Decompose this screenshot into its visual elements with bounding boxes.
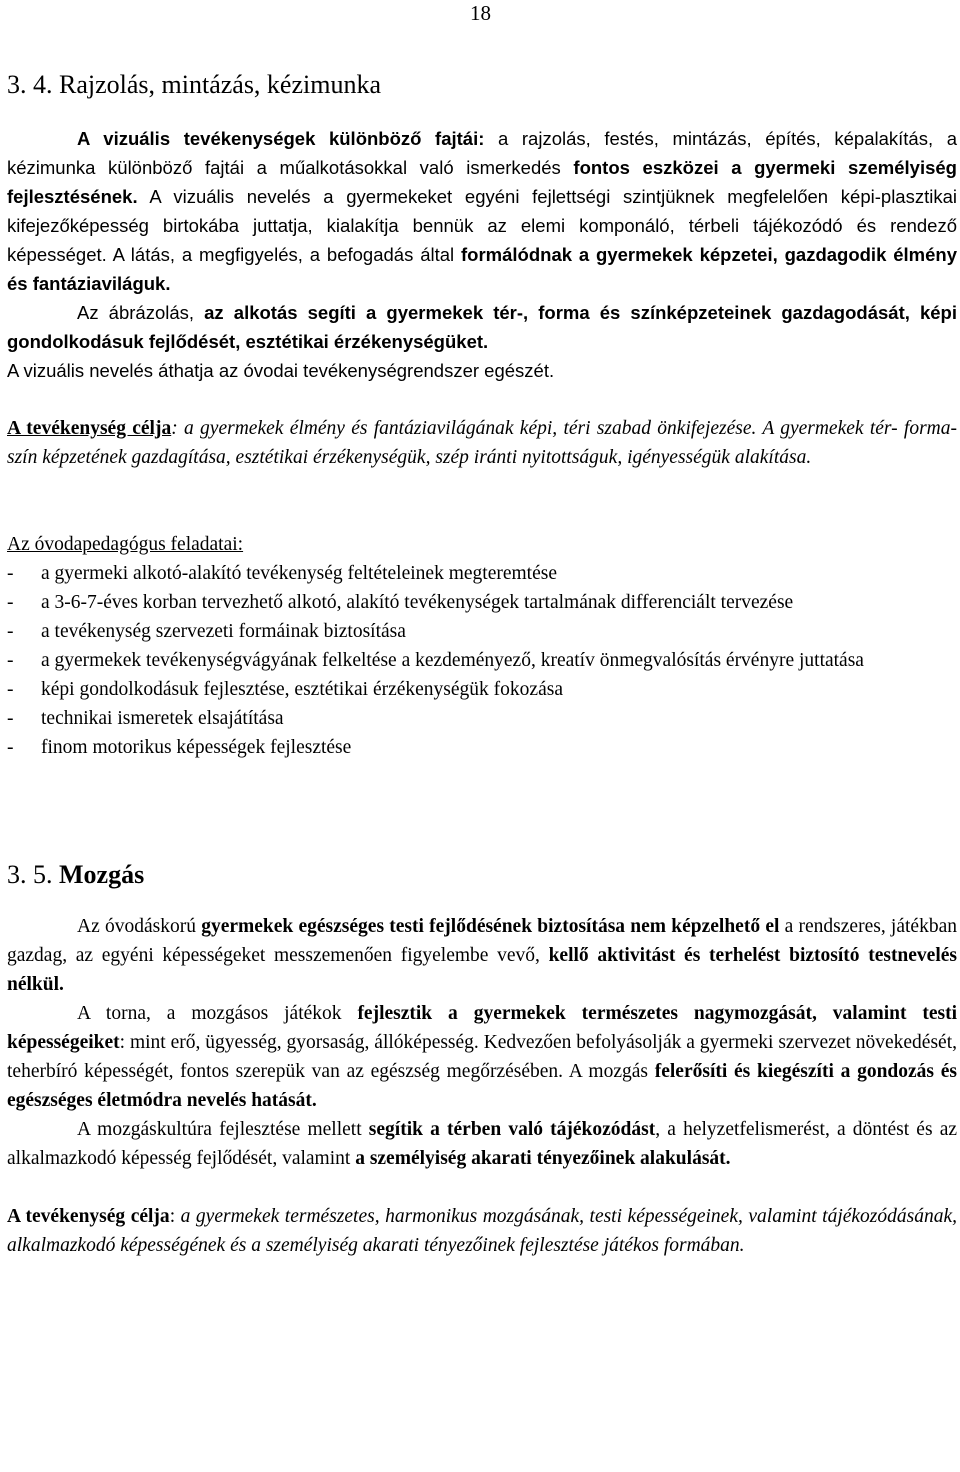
list-item-text: technikai ismeretek elsajátítása [41,708,284,729]
text-run: az alkotás segíti a gyermekek tér-, forma és színképzeteinek gazdagodását, képi gondolkodásuk fejlődését, esztétikai érzékenységüket. [7,302,957,352]
goal-text: a gyermekek természetes, harmonikus mozgásának, testi képességeinek, valamint tájékozódásának, alkalmazkodó képességének és a személyiség akarati tényezőinek fejlesztése játékos formában. [7,1206,958,1256]
list-item [7,675,957,704]
section-heading-3-4 [7,68,957,102]
text-run: Az ábrázolás, [77,302,205,323]
section-number: 3. 4. [7,70,53,99]
text-run: a rendszeres, játékban gazdag, az egyéni képességeket messzemenően figyelembe vevő, [7,916,957,966]
text-run: gyermekek egészséges testi fejlődésének biztosítása nem képzelhető el [201,916,780,937]
tasks-heading: Az óvodapedagógus feladatai: [7,534,244,555]
section-number: 3. 5. [7,860,53,889]
movement-goal-paragraph: A tevékenység célja: a gyermekek természetes, harmonikus mozgásának, testi képességeinek, valamint tájékozódásának, alkalmazkodó képességének és a személyiség akarati tényezőinek fejlesztése játékos formában. [7,1206,958,1256]
list-item [7,646,957,675]
text-run: a személyiség akarati tényezőinek alakulását. [355,1148,731,1169]
text-run: fejlesztik a gyermekek természetes nagymozgását, valamint testi képességeiket [7,1003,957,1053]
text-run: formálódnak a gyermekek képzetei, gazdagodik élmény és fantáziaviláguk. [7,244,957,294]
goal-label: A tevékenység célja [7,1206,170,1227]
visual-education-paragraph: A vizuális nevelés áthatja az óvodai tevékenységrendszer egészét. [7,360,555,381]
section-title: Rajzolás, mintázás, kézimunka [59,70,382,99]
list-item-text: finom motorikus képességek fejlesztése [41,737,352,758]
movement-paragraph-1 [7,912,957,999]
movement-paragraph-3 [7,1115,957,1173]
goal-label: A tevékenység célja [7,418,172,439]
text-run: A mozgáskultúra fejlesztése mellett [77,1119,369,1140]
tasks-list [7,559,957,762]
text-run: A vizuális nevelés a gyermekeket egyéni fejlettségi szintjüknek megfelelően képi-plasztikai kifejezőképesség birtokába juttatja, kialakítja bennük az elemi komponáló, térbeli tájékozódó és rendező képességet. A látás, a megfigyelés, a befogadás által [7,186,957,265]
page-number: 18 [470,1,491,25]
text-run: , a helyzetfelismerést, a döntést és az alkalmazkodó képesség fejlődését, valamint [7,1119,958,1169]
text-run: : mint erő, ügyesség, gyorsaság, állóképesség. Kedvezően befolyásolják a gyermeki szervezet növekedését, teherbíró képességét, fontos szerepük van az egészség megőrzésében. A mozgás [7,1032,957,1082]
movement-paragraph-2 [7,999,957,1115]
list-item [7,704,957,733]
bullet-dash: - [7,737,14,758]
section-title: Mozgás [59,860,145,889]
list-item-text: a tevékenység szervezeti formáinak biztosítása [41,621,406,642]
list-item [7,617,957,646]
bullet-dash: - [7,650,14,671]
bullet-dash: - [7,592,14,613]
goal-paragraph [7,414,957,472]
bullet-dash: - [7,679,14,700]
list-item-text: képi gondolkodásuk fejlesztése, esztétikai érzékenységük fokozása [41,679,563,700]
bullet-dash: - [7,708,14,729]
depiction-paragraph [7,298,957,356]
intro-paragraph [7,124,957,298]
text-run: A torna, a mozgásos játékok [77,1003,358,1024]
list-item-text: a gyermekek tevékenységvágyának felkeltése a kezdeményező, kreatív önmegvalósítás érvényre juttatása [41,650,864,671]
list-item-text: a gyermeki alkotó-alakító tevékenység feltételeinek megteremtése [41,563,557,584]
text-run: segítik a térben való tájékozódást [368,1119,656,1140]
list-item [7,733,957,762]
text-run: a rajzolás, festés, mintázás, építés, képalakítás, a kézimunka különböző fajtái a műalkotásokkal való ismerkedés [7,128,957,178]
bullet-dash: - [7,621,14,642]
list-item [7,559,957,588]
text-run: kellő aktivitást és terhelést biztosító testnevelés nélkül. [7,945,957,995]
text-run: felerősíti és kiegészíti a gondozás és egészséges életmódra nevelés hatását. [7,1061,957,1111]
text-run: Az óvodáskorú [77,916,202,937]
document-body [7,68,957,1260]
text-run: fontos eszközei a gyermeki személyiség fejlesztésének. [7,157,957,207]
list-item-text: a 3-6-7-éves korban tervezhető alkotó, alakító tevékenységek tartalmának differenciált tervezése [41,592,794,613]
bullet-dash: - [7,563,14,584]
text-run: A vizuális tevékenységek különböző fajtái: [77,128,485,149]
section-heading-3-5 [7,858,957,892]
list-item [7,588,957,617]
goal-text: : a gyermekek élmény és fantáziavilágának képi, téri szabad önkifejezése. A gyermekek tér- forma- szín képzetének gazdagítása, esztétikai érzékenységük, szép iránti nyitottságuk, igényességük alakítása. [7,418,957,468]
